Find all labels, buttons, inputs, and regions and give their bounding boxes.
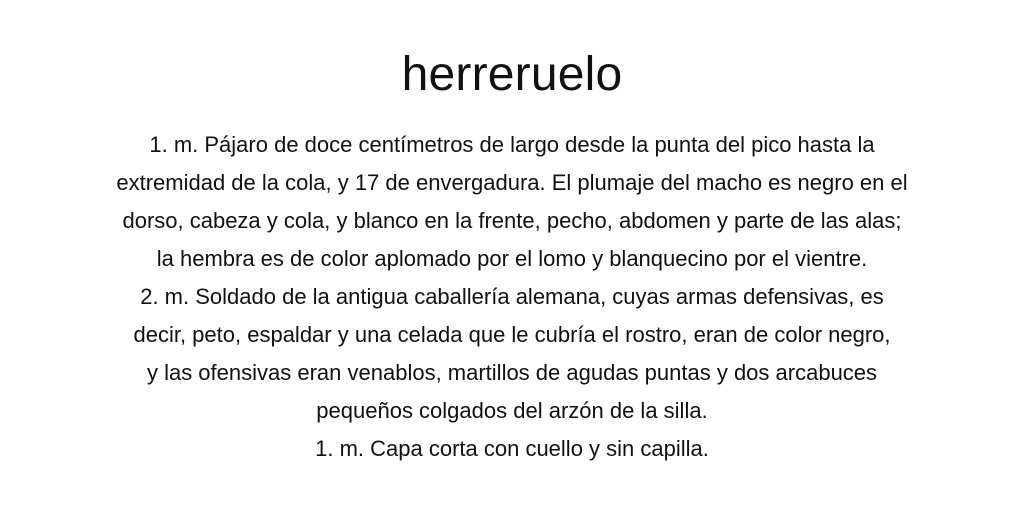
word-title: herreruelo — [401, 48, 623, 101]
definition-line: dorso, cabeza y cola, y blanco en la frente, pecho, abdomen y parte de las alas; — [122, 208, 902, 233]
definition-line: 1. m. Pájaro de doce centímetros de largo desde la punta del pico hasta la — [149, 132, 875, 157]
definition-line: extremidad de la cola, y 17 de envergadura. El plumaje del macho es negro en el — [116, 170, 908, 195]
definition-line: decir, peto, espaldar y una celada que le cubría el rostro, eran de color negro, — [133, 322, 891, 347]
definition-line: pequeños colgados del arzón de la silla. — [316, 398, 708, 423]
definition-line: la hembra es de color aplomado por el lomo y blanquecino por el vientre. — [156, 246, 868, 271]
definition-line: 2. m. Soldado de la antigua caballería alemana, cuyas armas defensivas, es — [140, 284, 884, 309]
definition-line: 1. m. Capa corta con cuello y sin capilla. — [315, 436, 709, 461]
definition-text — [40, 126, 984, 468]
definition-line: y las ofensivas eran venablos, martillos de agudas puntas y dos arcabuces — [146, 360, 878, 385]
